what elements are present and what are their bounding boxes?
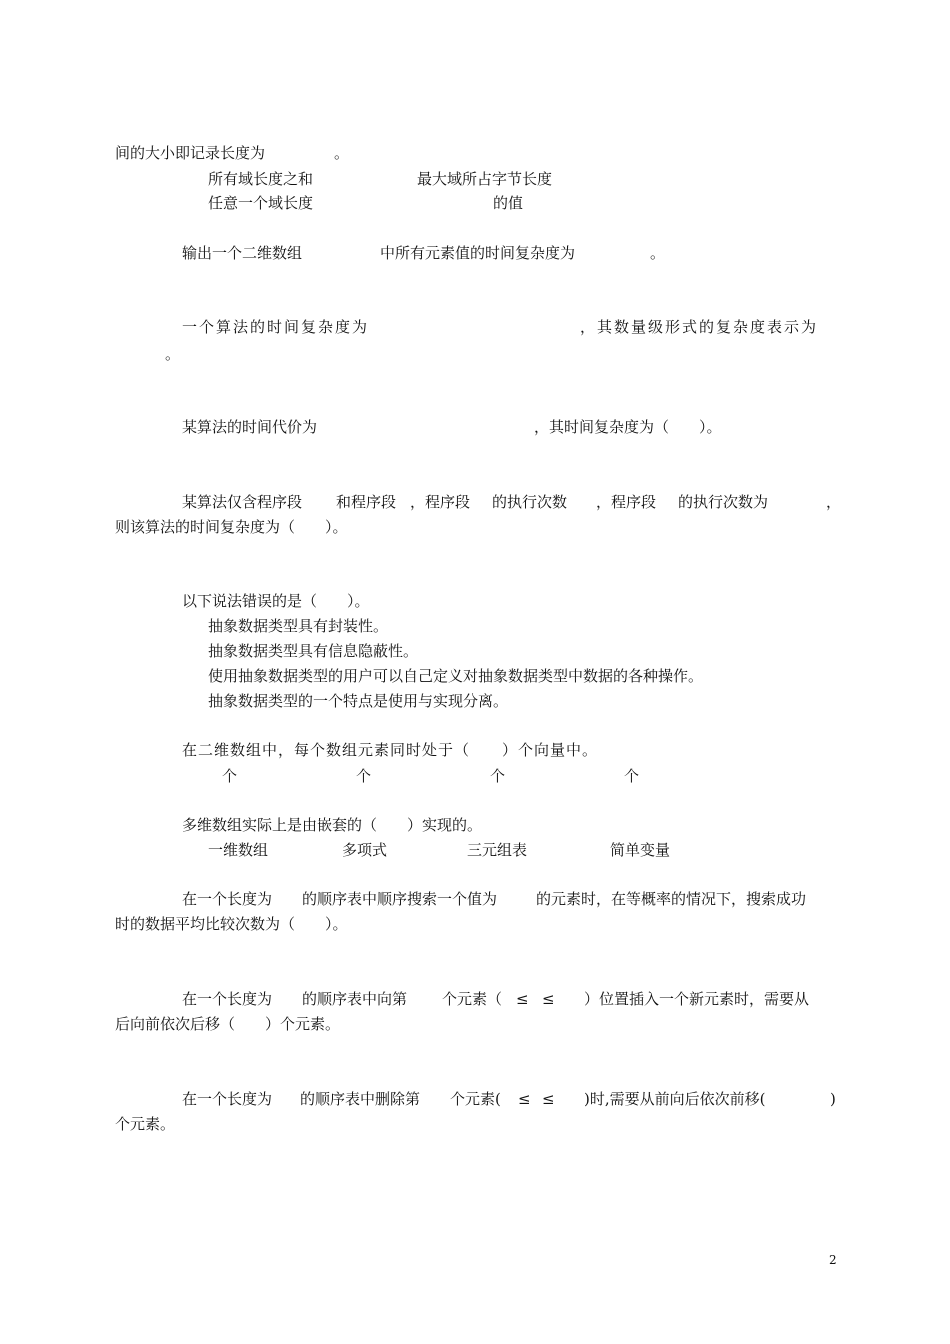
q11-text-c: 个元素(	[450, 1090, 501, 1108]
q10-le-1: ≤	[516, 990, 529, 1008]
q3-text-b: ，其数量级形式的复杂度表示为	[580, 318, 819, 336]
q1-option-d: 的值	[493, 194, 524, 212]
q4-text-a: 某算法的时间代价为	[182, 418, 318, 436]
q2-text-a: 输出一个二维数组	[182, 244, 303, 262]
q8-option-c: 三元组表	[467, 841, 528, 859]
q7-option-d: 个	[624, 767, 640, 785]
q11-le-1: ≤	[518, 1090, 531, 1108]
q10-text-g: 后向前依次后移（ ）个元素。	[115, 1015, 341, 1033]
q1-option-c: 任意一个域长度	[208, 194, 314, 212]
q6-option-c: 使用抽象数据类型的用户可以自己定义对抽象数据类型中数据的各种操作。	[208, 667, 704, 685]
q5-text-g: ，	[826, 493, 842, 511]
q10-text-f: ）位置插入一个新元素时，需要从	[584, 990, 810, 1008]
q8-option-d: 简单变量	[610, 841, 671, 859]
q9-text-b: 的顺序表中顺序搜索一个值为	[302, 890, 498, 908]
q7-option-c: 个	[490, 767, 506, 785]
q5-text-f: 的执行次数为	[678, 493, 769, 511]
q5-text-b: 和程序段	[336, 493, 397, 511]
q6-stem: 以下说法错误的是（ ）。	[182, 592, 370, 610]
q7-stem: 在二维数组中，每个数组元素同时处于（ ）个向量中。	[182, 741, 599, 759]
page-number: 2	[829, 1253, 837, 1267]
q10-text-a: 在一个长度为	[182, 990, 273, 1008]
q1-option-a: 所有域长度之和	[208, 170, 314, 188]
q8-option-a: 一维数组	[208, 841, 269, 859]
q5-text-d: 的执行次数	[492, 493, 568, 511]
q1-period: 。	[334, 144, 350, 162]
q11-text-b: 的顺序表中删除第	[300, 1090, 421, 1108]
q3-text-a: 一个算法的时间复杂度为	[182, 318, 370, 336]
q5-text-a: 某算法仅含程序段	[182, 493, 303, 511]
q2-period: 。	[650, 244, 666, 262]
q11-text-f: )时,需要从前向后依次前移(	[584, 1090, 766, 1108]
q10-le-2: ≤	[542, 990, 555, 1008]
q5-text-h: 则该算法的时间复杂度为（ ）。	[115, 518, 348, 536]
q9-text-d: 时的数据平均比较次数为（ ）。	[115, 915, 348, 933]
q8-option-b: 多项式	[342, 841, 388, 859]
q8-stem: 多维数组实际上是由嵌套的（ ）实现的。	[182, 816, 483, 834]
q11-text-g: )	[830, 1090, 836, 1108]
q10-text-c: 个元素（	[442, 990, 503, 1008]
q7-option-a: 个	[222, 767, 238, 785]
q2-text-b: 中所有元素值的时间复杂度为	[380, 244, 576, 262]
q1-line: 间的大小即记录长度为	[115, 144, 266, 162]
q3-period: 。	[165, 345, 181, 363]
q6-option-d: 抽象数据类型的一个特点是使用与实现分离。	[208, 692, 509, 710]
q10-text-b: 的顺序表中向第	[302, 990, 408, 1008]
q4-text-b: ，其时间复杂度为（ ）。	[534, 418, 722, 436]
q7-option-b: 个	[356, 767, 372, 785]
q5-text-c: ，程序段	[410, 493, 471, 511]
q5-text-e: ，程序段	[596, 493, 657, 511]
q9-text-a: 在一个长度为	[182, 890, 273, 908]
q11-text-h: 个元素。	[115, 1115, 176, 1133]
q9-text-c: 的元素时，在等概率的情况下，搜索成功	[536, 890, 807, 908]
q1-option-b: 最大域所占字节长度	[417, 170, 553, 188]
q11-text-a: 在一个长度为	[182, 1090, 273, 1108]
q6-option-a: 抽象数据类型具有封装性。	[208, 617, 389, 635]
q11-le-2: ≤	[542, 1090, 555, 1108]
q6-option-b: 抽象数据类型具有信息隐蔽性。	[208, 642, 419, 660]
